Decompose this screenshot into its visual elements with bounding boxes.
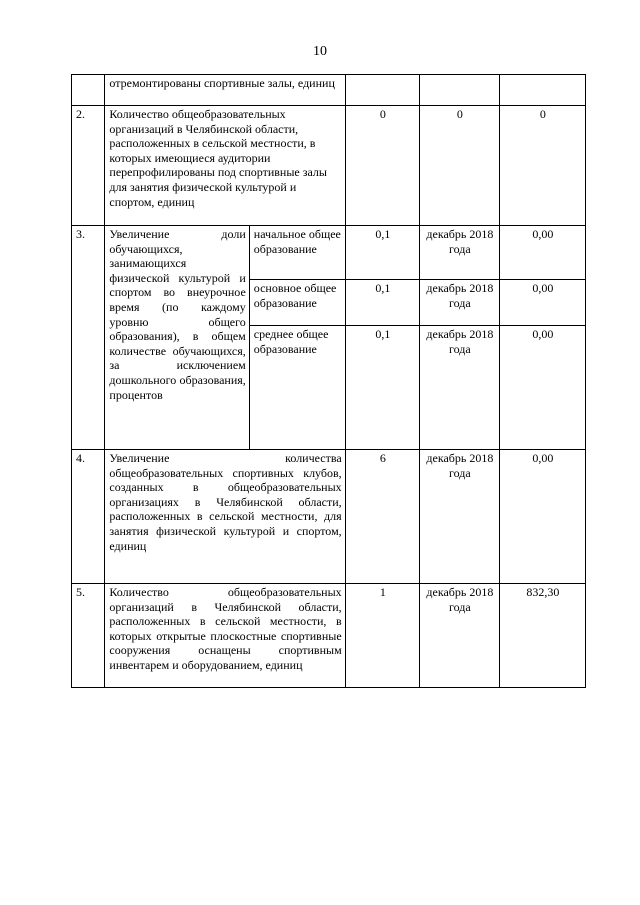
page-number: 10 xyxy=(313,44,327,59)
row-number: 2. xyxy=(72,106,105,226)
indicator-text: Увеличение доли обучающихся, занимающихся физической культурой и спортом во внеурочное время (по каждому уровню общего образования), в общем количестве обучающихся, за исключением дошкольного образования, процентов xyxy=(105,226,249,450)
indicator-result xyxy=(499,75,585,106)
indicator-value: 0,1 xyxy=(345,326,419,450)
indicator-text: Увеличение количества общеобразовательных спортивных клубов, созданных в общеобразовательных организациях в Челябинской области, расположенных в сельской местности, для занятия физической культурой и спортом, единиц xyxy=(105,450,345,584)
indicator-result: 0,00 xyxy=(499,450,585,584)
table-row xyxy=(72,584,586,688)
indicator-result: 0,00 xyxy=(499,326,585,450)
indicator-term: декабрь 2018 года xyxy=(420,280,500,326)
row-number: 5. xyxy=(72,584,105,688)
table-row xyxy=(72,226,586,280)
indicator-term: декабрь 2018 года xyxy=(420,326,500,450)
indicator-result: 0,00 xyxy=(499,226,585,280)
indicator-text: отремонтированы спортивные залы, единиц xyxy=(105,75,345,106)
indicator-term xyxy=(420,75,500,106)
table-row xyxy=(72,106,586,226)
indicator-result: 832,30 xyxy=(499,584,585,688)
indicator-value: 0,1 xyxy=(345,280,419,326)
indicator-term: декабрь 2018 года xyxy=(420,450,500,584)
indicator-term: декабрь 2018 года xyxy=(420,226,500,280)
indicators-table xyxy=(71,74,586,688)
education-level: начальное общее образование xyxy=(249,226,345,280)
education-level: среднее общее образование xyxy=(249,326,345,450)
row-number: 4. xyxy=(72,450,105,584)
indicator-value: 0 xyxy=(345,106,419,226)
indicator-value: 0,1 xyxy=(345,226,419,280)
indicator-text: Количество общеобразовательных организаций в Челябинской области, расположенных в сельской местности, в которых имеющиеся аудитории перепрофилированы под спортивные залы для занятия физической культурой и спортом, единиц xyxy=(105,106,345,226)
indicator-value: 1 xyxy=(345,584,419,688)
indicator-result: 0,00 xyxy=(499,280,585,326)
table-row xyxy=(72,75,586,106)
education-level: основное общее образование xyxy=(249,280,345,326)
indicator-value: 6 xyxy=(345,450,419,584)
indicator-text: Количество общеобразовательных организаций в Челябинской области, расположенных в сельской местности, в которых открытые плоскостные спортивные сооружения оснащены спортивным инвентарем и оборудованием, единиц xyxy=(105,584,345,688)
indicator-term: декабрь 2018 года xyxy=(420,584,500,688)
indicator-term: 0 xyxy=(420,106,500,226)
row-number: 3. xyxy=(72,226,105,450)
table-row xyxy=(72,450,586,584)
row-number xyxy=(72,75,105,106)
indicator-result: 0 xyxy=(499,106,585,226)
indicator-value xyxy=(345,75,419,106)
